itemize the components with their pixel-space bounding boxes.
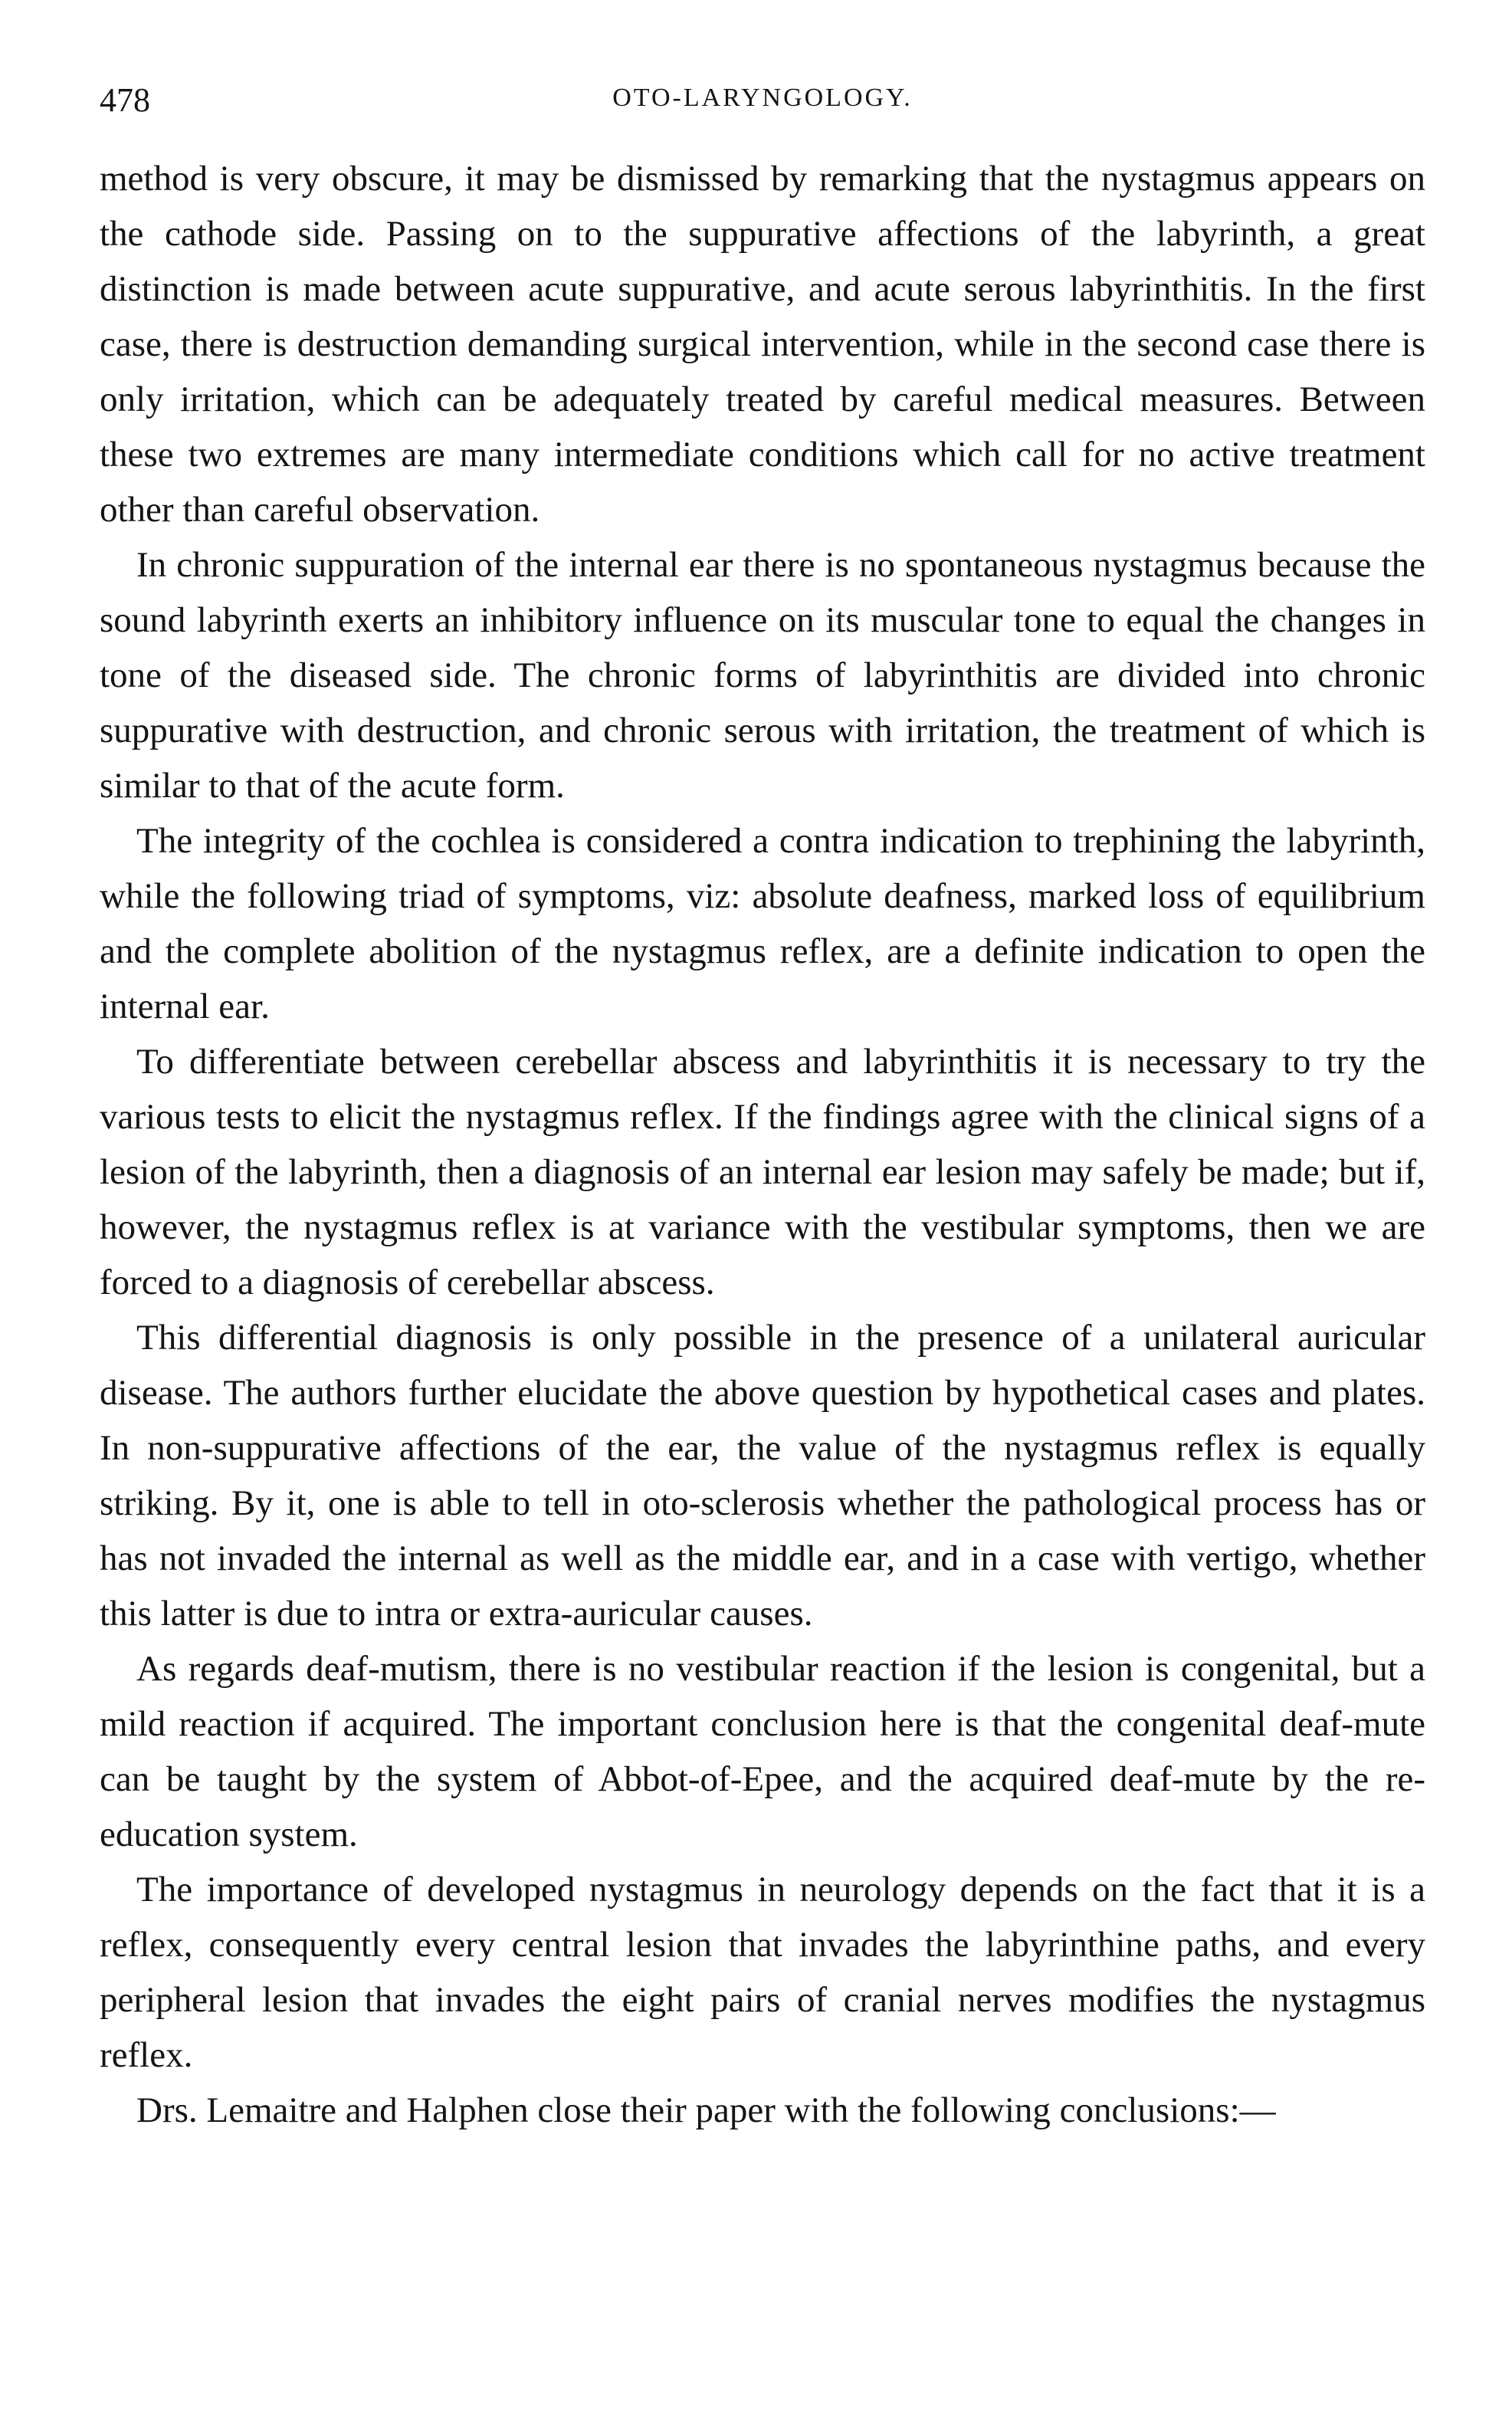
running-title: OTO-LARYNGOLOGY. xyxy=(612,84,913,112)
running-head xyxy=(100,80,1425,126)
paragraph: To differentiate between cerebellar abscess and labyrinthitis it is necessary to try the various tests to elicit the nystagmus reflex. If the findings agree with the clinical signs of a lesion of the labyrinth, then a diagnosis of an internal ear lesion may safely be made; but if, however, the nystagmus reflex is at variance with the vestibular symptoms, then we are forced to a diagnosis of cerebellar abscess. xyxy=(100,1042,1425,1302)
paragraph: The integrity of the cochlea is considered a contra indication to trephining the labyrinth, while the following triad of symptoms, viz: absolute deafness, marked loss of equilibrium and the complete abolition of the nystagmus reflex, are a definite indication to open the internal ear. xyxy=(100,821,1425,1026)
paragraph: As regards deaf-mutism, there is no vestibular reaction if the lesion is congenital, but a mild reaction if acquired. The important conclusion here is that the congenital deaf-mute can be taught by the system of Abbot-of-Epee, and the acquired deaf-mute by the re-education system. xyxy=(100,1649,1425,1854)
paragraph: This differential diagnosis is only possible in the presence of a unilateral auricular disease. The authors further elucidate the above question by hypothetical cases and plates. In non-suppurative affections of the ear, the value of the nystagmus reflex is equally striking. By it, one is able to tell in oto-sclerosis whether the pathological process has or has not invaded the internal as well as the middle ear, and in a case with vertigo, whether this latter is due to intra or extra-auricular causes. xyxy=(100,1318,1425,1634)
page-number: 478 xyxy=(100,81,150,119)
paragraph: Drs. Lemaitre and Halphen close their paper with the following conclusions:— xyxy=(136,2090,1276,2130)
body-text xyxy=(100,151,1425,2138)
paragraph: The importance of developed nystagmus in neurology depends on the fact that it is a reflex, consequently every central lesion that invades the labyrinthine paths, and every peripheral lesion that invades the eight pairs of cranial nerves modifies the nystagmus reflex. xyxy=(100,1870,1425,2075)
page xyxy=(100,80,1425,2380)
paragraph: method is very obscure, it may be dismissed by remarking that the nystagmus appears on the cathode side. Passing on to the suppurative affections of the labyrinth, a great distinction is made between acute suppurative, and acute serous labyrinthitis. In the first case, there is destruction demanding surgical intervention, while in the second case there is only irritation, which can be adequately treated by careful medical measures. Between these two extremes are many intermediate conditions which call for no active treatment other than careful observation. xyxy=(100,159,1425,530)
paragraph: In chronic suppuration of the internal ear there is no spontaneous nystagmus because the sound labyrinth exerts an inhibitory influence on its muscular tone to equal the changes in tone of the diseased side. The chronic forms of labyrinthitis are divided into chronic suppurative with destruction, and chronic serous with irritation, the treatment of which is similar to that of the acute form. xyxy=(100,545,1425,806)
